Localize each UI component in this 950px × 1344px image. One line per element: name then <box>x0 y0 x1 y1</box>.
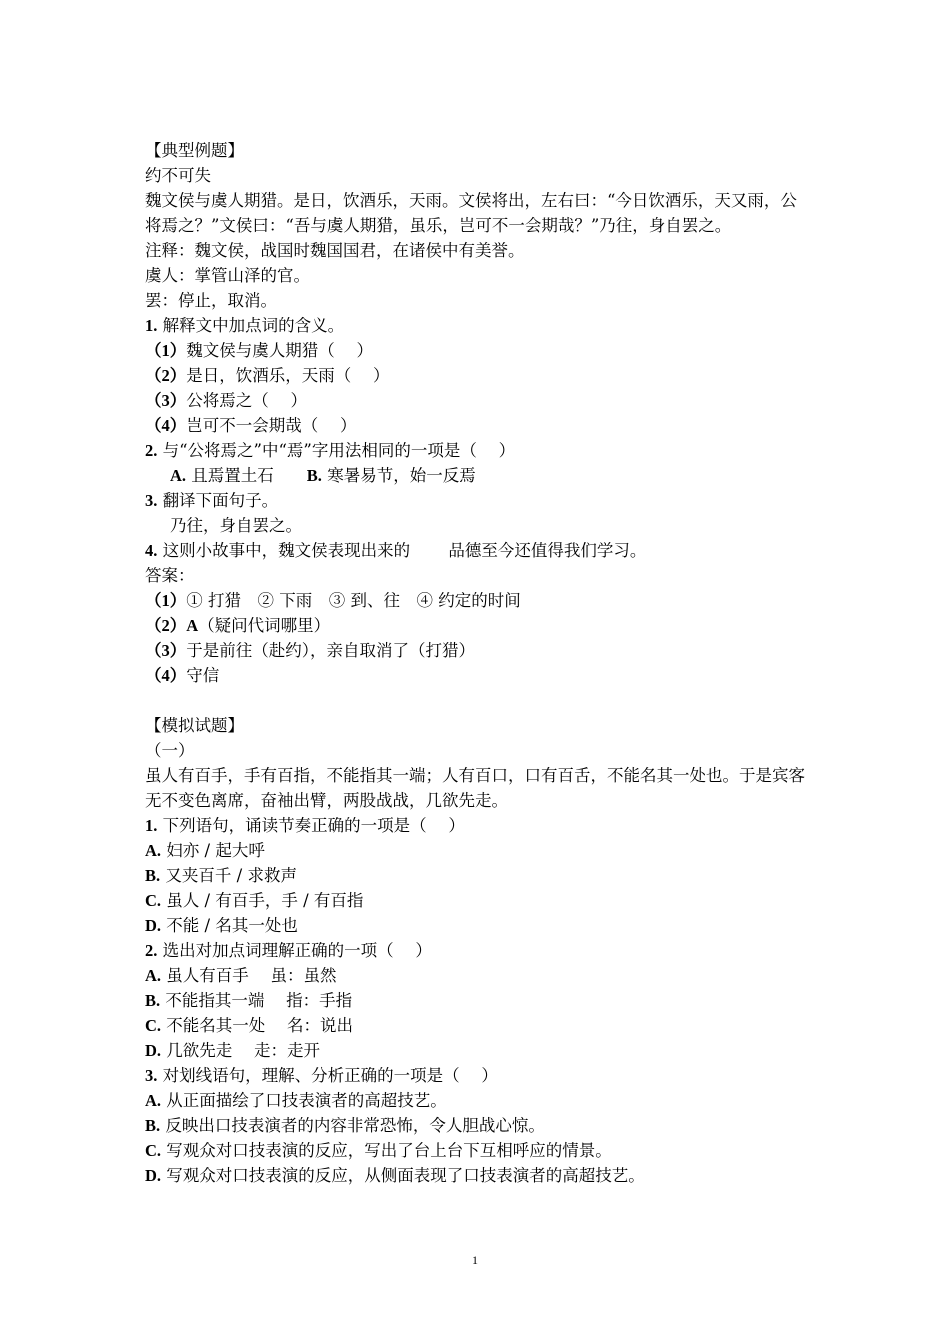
option-text: 妇亦 / 起大呼 <box>166 841 265 860</box>
option-text: 几欲先走 走：走开 <box>166 1041 321 1060</box>
sub-question-number: （4） <box>145 416 187 435</box>
option-label: D. <box>145 916 162 935</box>
answer-number: （2） <box>145 616 187 635</box>
sub-question-text: 岂可不一会期哉（ ） <box>186 416 357 435</box>
sub-question-text: 公将焉之（ ） <box>186 391 307 410</box>
option <box>145 838 815 863</box>
question-number: 1. <box>145 316 158 335</box>
sub-question-text: 魏文侯与虞人期猎（ ） <box>186 341 373 360</box>
mock-question-1 <box>145 813 815 838</box>
spacer <box>145 688 815 713</box>
option-label: B. <box>145 991 161 1010</box>
mock-question-3 <box>145 1063 815 1088</box>
answer-text: ① 打猎 ② 下雨 ③ 到、往 ④ 约定的时间 <box>186 591 521 610</box>
option <box>145 1013 815 1038</box>
mock-passage: 虽人有百手，手有百指，不能指其一端；人有百口，口有百舌，不能名其一处也。于是宾客无不变色离席，奋袖出臂，两股战战，几欲先走。 <box>145 766 805 810</box>
question-text: 下列语句，诵读节奏正确的一项是（ ） <box>162 816 465 835</box>
option-label: A. <box>145 1091 162 1110</box>
option <box>145 1038 815 1063</box>
option-text: 写观众对口技表演的反应，写出了台上台下互相呼应的情景。 <box>166 1141 612 1160</box>
sub-question <box>145 338 815 363</box>
option <box>145 988 815 1013</box>
option-text: 且焉置土石 <box>191 466 274 485</box>
section-heading: 【典型例题】 <box>145 141 244 160</box>
question-text: 翻译下面句子。 <box>162 491 279 510</box>
answer-text: 守信 <box>186 666 220 685</box>
question-number: 3. <box>145 1066 158 1085</box>
answer-text: （疑问代词哪里） <box>198 616 331 635</box>
question-number: 3. <box>145 491 158 510</box>
question-1 <box>145 313 815 338</box>
option-text: 写观众对口技表演的反应，从侧面表现了口技表演者的高超技艺。 <box>166 1166 645 1185</box>
option <box>145 1138 815 1163</box>
option <box>145 863 815 888</box>
option-label: A. <box>145 841 162 860</box>
question-text: 选出对加点词理解正确的一项（ ） <box>162 941 432 960</box>
option-label: A. <box>170 466 187 485</box>
story-passage: 魏文侯与虞人期猎。是日，饮酒乐，天雨。文侯将出，左右曰：“今日饮酒乐，天又雨，公将焉之？”文侯曰：“吾与虞人期猎，虽乐，岂可不一会期哉？”乃往，身自罢之。 <box>145 191 797 235</box>
answer-choice: A <box>186 616 199 635</box>
sub-heading: （一） <box>145 741 195 760</box>
note: 罢：停止，取消。 <box>145 291 277 310</box>
translate-sentence: 乃往，身自罢之。 <box>170 516 302 535</box>
answer <box>145 638 815 663</box>
answer-text: 于是前往（赴约），亲自取消了（打猎） <box>186 641 475 660</box>
question-number: 2. <box>145 941 158 960</box>
sub-question <box>145 413 815 438</box>
sub-question-text: 是日，饮酒乐，天雨（ ） <box>186 366 390 385</box>
page-content <box>145 138 815 1188</box>
option-text: 不能名其一处 名：说出 <box>166 1016 354 1035</box>
option-text: 又夹百千 / 求救声 <box>165 866 297 885</box>
page-number: 1 <box>472 1253 478 1267</box>
answer-number: （3） <box>145 641 187 660</box>
option-label: D. <box>145 1041 162 1060</box>
note: 虞人：掌管山泽的官。 <box>145 266 310 285</box>
option-label: A. <box>145 966 162 985</box>
question-number: 4. <box>145 541 158 560</box>
option-label: B. <box>306 466 322 485</box>
option-label: C. <box>145 1141 162 1160</box>
answer <box>145 663 815 688</box>
question-text: 解释文中加点词的含义。 <box>162 316 345 335</box>
option-text: 不能 / 名其一处也 <box>166 916 298 935</box>
question-number: 2. <box>145 441 158 460</box>
option-label: D. <box>145 1166 162 1185</box>
option <box>145 1088 815 1113</box>
answer-number: （1） <box>145 591 187 610</box>
question-4 <box>145 538 815 563</box>
question-2-options <box>145 463 815 488</box>
option-text: 反映出口技表演者的内容非常恐怖，令人胆战心惊。 <box>165 1116 545 1135</box>
sub-question-number: （3） <box>145 391 187 410</box>
option-text: 虽人有百手 虽：虽然 <box>166 966 337 985</box>
option-label: C. <box>145 891 162 910</box>
option-text: 虽人 / 有百手，手 / 有百指 <box>166 891 364 910</box>
option-label: B. <box>145 1116 161 1135</box>
option <box>145 913 815 938</box>
mock-question-2 <box>145 938 815 963</box>
sub-question <box>145 388 815 413</box>
answer-number: （4） <box>145 666 187 685</box>
note: 注释：魏文侯，战国时魏国国君，在诸侯中有美誉。 <box>145 241 525 260</box>
option-label: B. <box>145 866 161 885</box>
option-text: 寒暑易节，始一反焉 <box>327 466 476 485</box>
sub-question-number: （2） <box>145 366 187 385</box>
question-number: 1. <box>145 816 158 835</box>
option <box>145 1163 815 1188</box>
answer <box>145 613 815 638</box>
question-text: 这则小故事中，魏文侯表现出来的 品德至今还值得我们学习。 <box>162 541 647 560</box>
option <box>145 888 815 913</box>
question-2 <box>145 438 815 463</box>
option-label: C. <box>145 1016 162 1035</box>
option-text: 从正面描绘了口技表演者的高超技艺。 <box>166 1091 447 1110</box>
answer <box>145 588 815 613</box>
question-text: 对划线语句，理解、分析正确的一项是（ ） <box>162 1066 498 1085</box>
question-3 <box>145 488 815 513</box>
sub-question-number: （1） <box>145 341 187 360</box>
answer-label: 答案： <box>145 566 195 585</box>
option-text: 不能指其一端 指：手指 <box>165 991 353 1010</box>
option <box>145 963 815 988</box>
sub-question <box>145 363 815 388</box>
section-heading: 【模拟试题】 <box>145 716 244 735</box>
question-text: 与“公将焉之”中“焉”字用法相同的一项是（ ） <box>162 441 516 460</box>
story-title: 约不可失 <box>145 166 211 185</box>
option <box>145 1113 815 1138</box>
